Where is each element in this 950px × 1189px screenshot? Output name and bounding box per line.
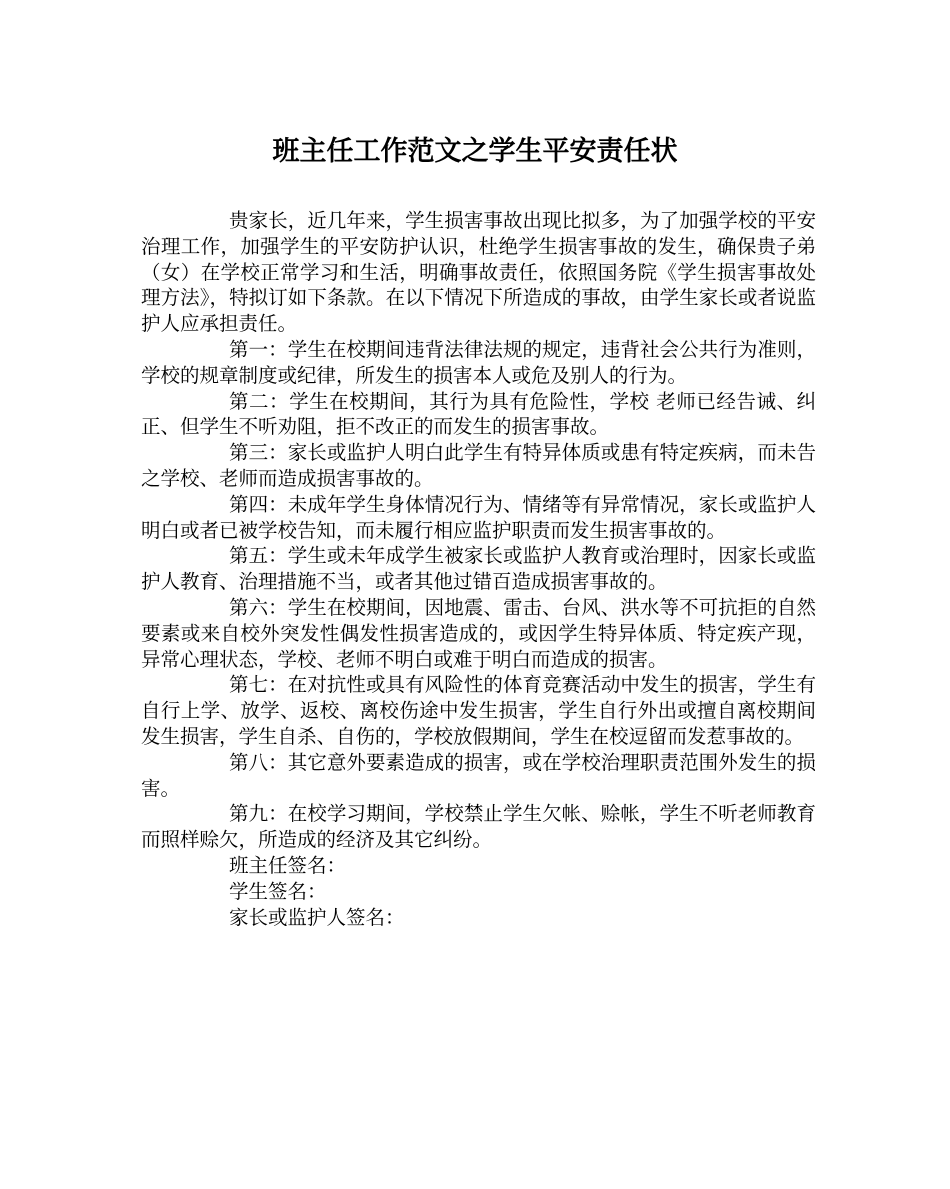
clause-8-paragraph: 第八：其它意外要素造成的损害，或在学校治理职责范围外发生的损害。: [141, 750, 816, 800]
clause-9-paragraph: 第九：在校学习期间，学校禁止学生欠帐、赊帐，学生不听老师教育而照样赊欠，所造成的经济及其它纠纷。: [141, 802, 816, 852]
student-signature-line: 学生签名：: [229, 879, 327, 903]
clause-3-paragraph: 第三：家长或监护人明白此学生有特异体质或患有特定疾病，而未告之学校、老师而造成损害事故的。: [141, 441, 816, 490]
guardian-signature-line: 家长或监护人签名：: [229, 905, 405, 929]
clause-4-paragraph: 第四：未成年学生身体情况行为、情绪等有异常情况，家长或监护人明白或者已被学校告知，而未履行相应监护职责而发生损害事故的。: [141, 492, 816, 542]
teacher-signature-line: 班主任签名：: [229, 853, 347, 877]
clause-6-paragraph: 第六：学生在校期间，因地震、雷击、台风、洪水等不可抗拒的自然要素或来自校外突发性偶发性损害造成的，或因学生特异体质、特定疾产现，异常心理状态，学校、老师不明白或难于明白而造成的损害。: [141, 595, 816, 671]
clause-2-paragraph: 第二：学生在校期间，其行为具有危险性，学校 老师已经告诫、纠正、但学生不听劝阻，拒不改正的而发生的损害事故。: [141, 389, 816, 439]
document-body: [141, 208, 816, 930]
clause-7-paragraph: 第七：在对抗性或具有风险性的体育竞赛活动中发生的损害，学生有自行上学、放学、返校、离校伤途中发生损害，学生自行外出或擅自离校期间发生损害，学生自杀、自伤的，学校放假期间，学生在校逗留而发惹事故的。: [141, 673, 816, 748]
document-title: 班主任工作范文之学生平安责任状: [272, 136, 678, 167]
clause-1-paragraph: 第一：学生在校期间违背法律法规的规定，违背社会公共行为准则，学校的规章制度或纪律，所发生的损害本人或危及别人的行为。: [141, 337, 816, 387]
intro-paragraph: 贵家长，近几年来，学生损害事故出现比拟多，为了加强学校的平安治理工作，加强学生的平安防护认识，杜绝学生损害事故的发生，确保贵子弟（女）在学校正常学习和生活，明确事故责任，依照国务院《学生损害事故处理方法》，特拟订如下条款。在以下情况下所造成的事故，由学生家长或者说监护人应承担责任。: [141, 209, 816, 336]
clause-5-paragraph: 第五：学生或未年成学生被家长或监护人教育或治理时，因家长或监护人教育、治理措施不当，或者其他过错百造成损害事故的。: [141, 544, 816, 594]
